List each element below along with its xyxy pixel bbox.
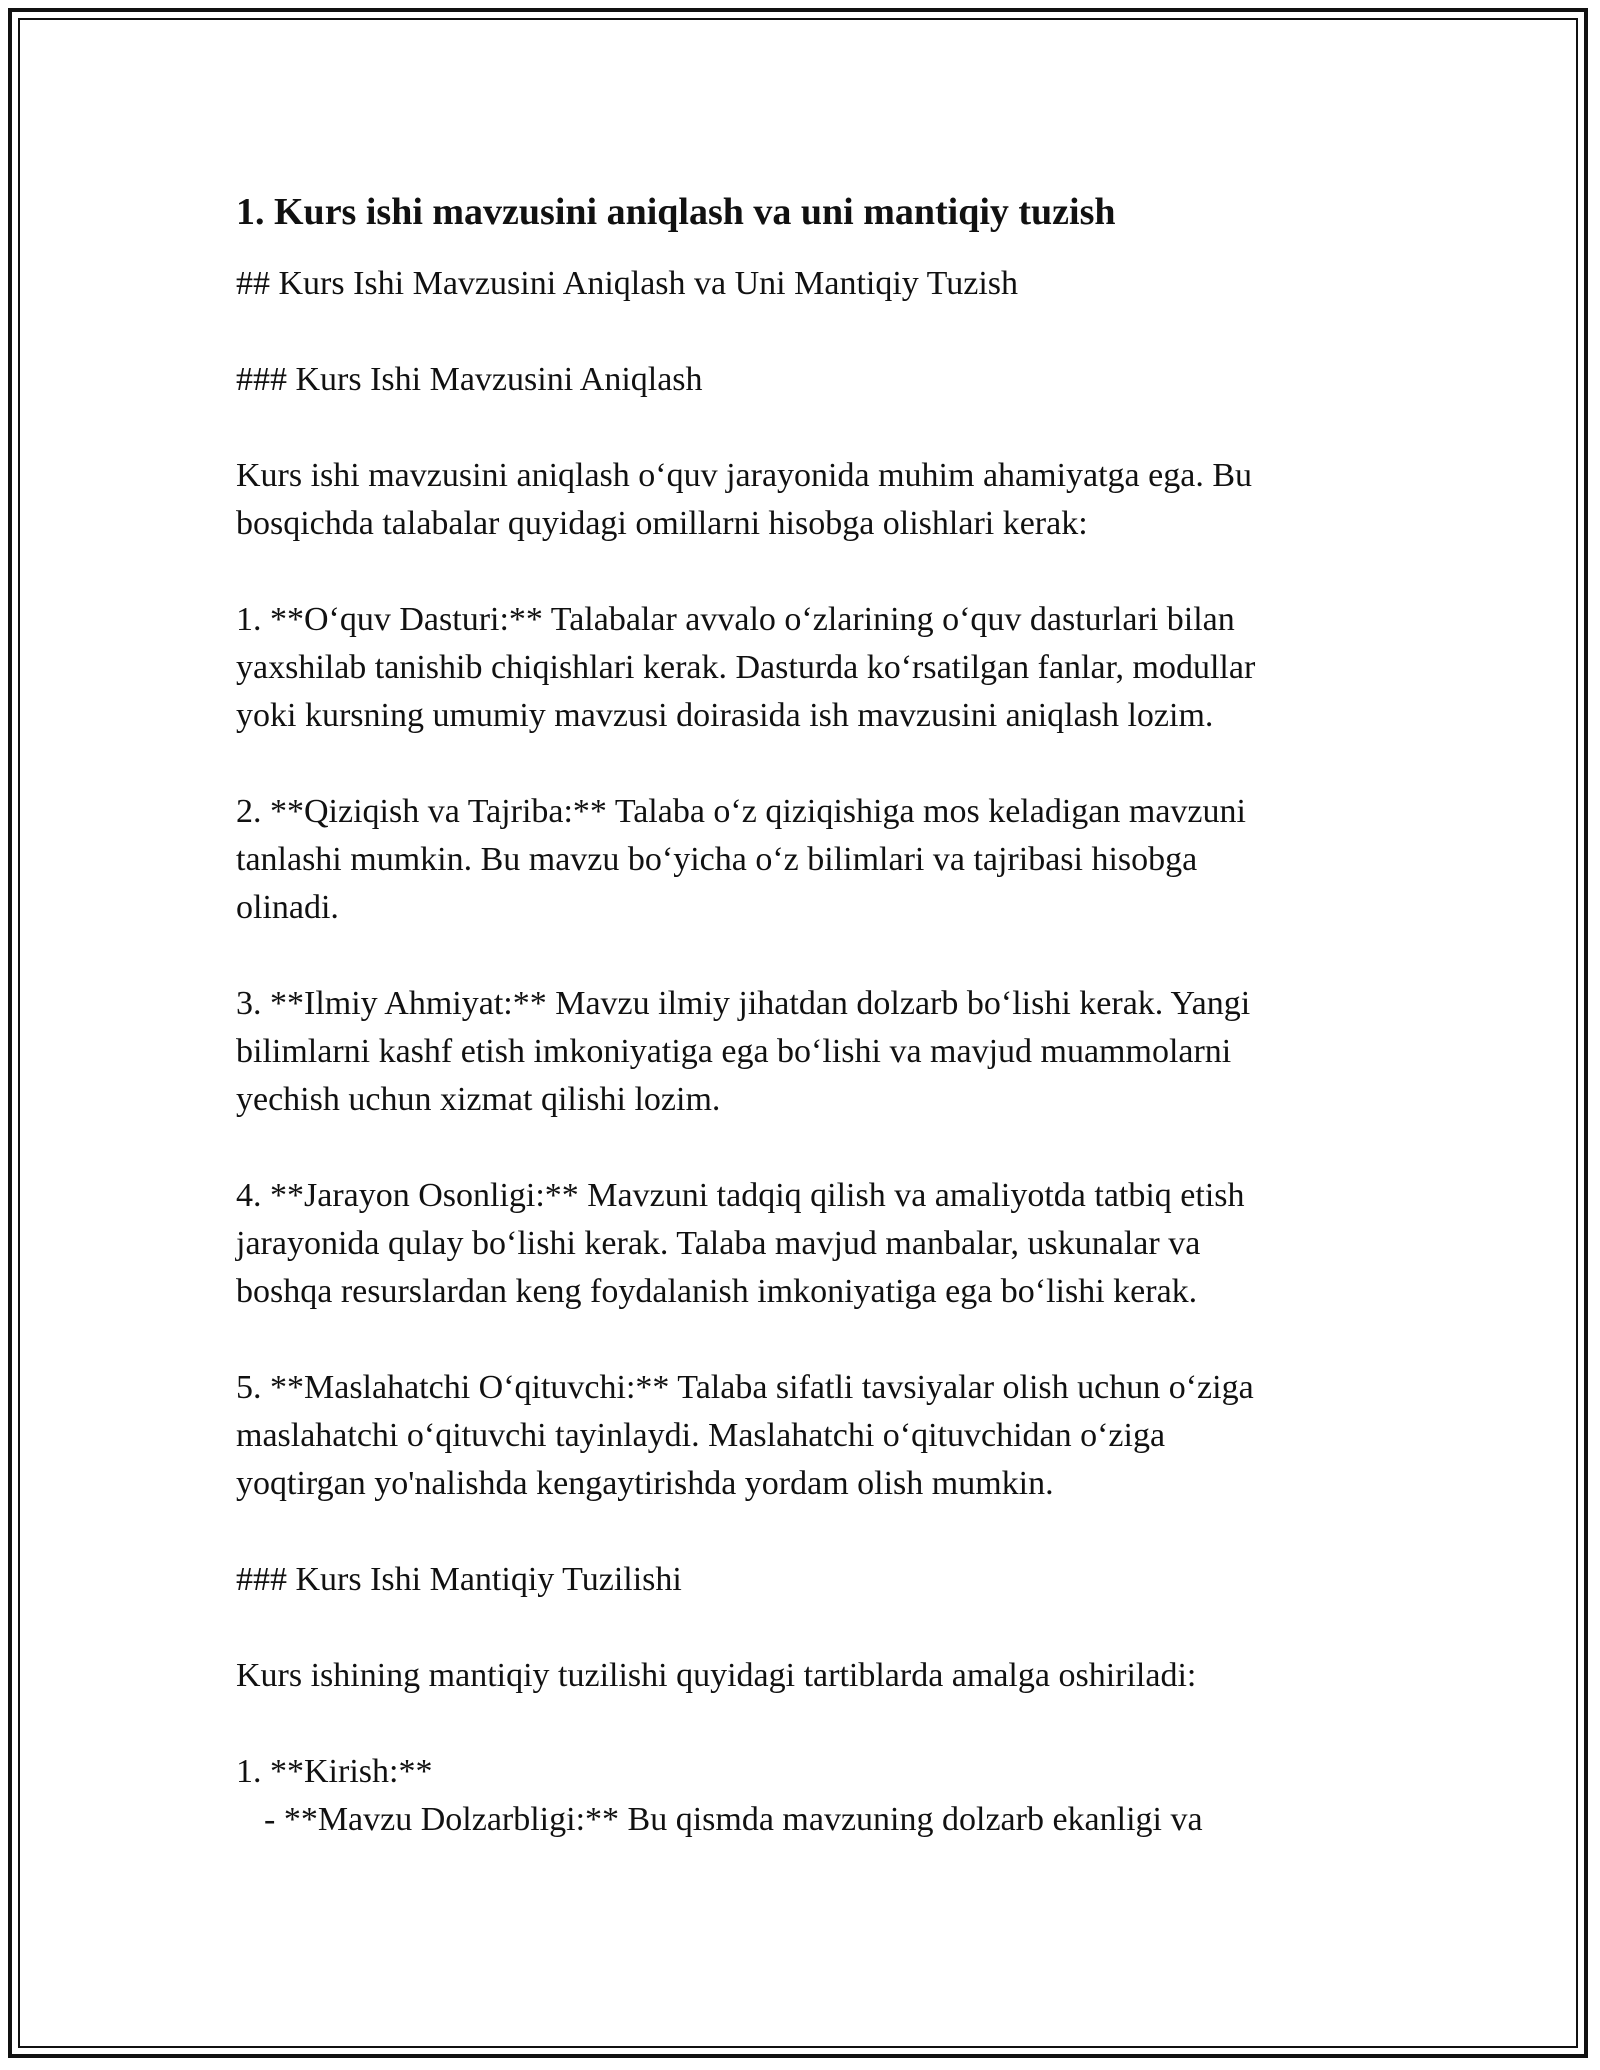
document-title: 1. Kurs ishi mavzusini aniqlash va uni mantiqiy tuzish — [236, 191, 1116, 233]
list-item-advisor — [236, 1364, 1366, 1508]
section-heading-h2: ## Kurs Ishi Mavzusini Aniqlash va Uni Mantiqiy Tuzish — [236, 265, 1019, 302]
paragraph-line: 4. **Jarayon Osonligi:** Mavzuni tadqiq qilish va amaliyotda tatbiq etish — [236, 1177, 1245, 1214]
paragraph-line: yoqtirgan yo'nalishda kengaytirishda yordam olish mumkin. — [236, 1465, 1054, 1502]
list-item-curriculum — [236, 596, 1366, 740]
paragraph-line: yaxshilab tanishib chiqishlari kerak. Dasturda ko‘rsatilgan fanlar, modullar — [236, 649, 1256, 686]
paragraph-line: maslahatchi o‘qituvchi tayinlaydi. Maslahatchi o‘qituvchidan o‘ziga — [236, 1417, 1166, 1454]
intro-paragraph — [236, 452, 1366, 548]
paragraph-line: yoki kursning umumiy mavzusi doirasida ish mavzusini aniqlash lozim. — [236, 697, 1214, 734]
document-body — [236, 186, 1366, 1844]
paragraph-line: 3. **Ilmiy Ahmiyat:** Mavzu ilmiy jihatdan dolzarb bo‘lishi kerak. Yangi — [236, 985, 1251, 1022]
paragraph-line: yechish uchun xizmat qilishi lozim. — [236, 1081, 721, 1118]
list-item-interest — [236, 788, 1366, 932]
subsection-heading-structure: ### Kurs Ishi Mantiqiy Tuzilishi — [236, 1561, 682, 1598]
paragraph-line: jarayonida qulay bo‘lishi kerak. Talaba mavjud manbalar, uskunalar va — [236, 1225, 1201, 1262]
list-item-scientific-importance — [236, 980, 1366, 1124]
paragraph-line: olinadi. — [236, 889, 339, 926]
subsection-heading-topic: ### Kurs Ishi Mavzusini Aniqlash — [236, 361, 703, 398]
list-item-process-ease — [236, 1172, 1366, 1316]
paragraph-line: tanlashi mumkin. Bu mavzu bo‘yicha o‘z bilimlari va tajribasi hisobga — [236, 841, 1198, 878]
paragraph-line: 5. **Maslahatchi O‘qituvchi:** Talaba sifatli tavsiyalar olish uchun o‘ziga — [236, 1369, 1254, 1406]
paragraph-line: bosqichda talabalar quyidagi omillarni hisobga olishlari kerak: — [236, 505, 1088, 542]
sub-list-item-relevance: - **Mavzu Dolzarbligi:** Bu qismda mavzuning dolzarb ekanligi va — [264, 1801, 1203, 1838]
list-item-introduction: 1. **Kirish:** — [236, 1753, 433, 1790]
paragraph-line: Kurs ishi mavzusini aniqlash o‘quv jarayonida muhim ahamiyatga ega. Bu — [236, 457, 1252, 494]
paragraph-line: boshqa resurslardan keng foydalanish imkoniyatiga ega bo‘lishi kerak. — [236, 1273, 1198, 1310]
structure-list — [236, 1748, 1366, 1844]
structure-intro: Kurs ishining mantiqiy tuzilishi quyidagi tartiblarda amalga oshiriladi: — [236, 1657, 1197, 1694]
paragraph-line: 1. **O‘quv Dasturi:** Talabalar avvalo o‘zlarining o‘quv dasturlari bilan — [236, 601, 1235, 638]
paragraph-line: bilimlarni kashf etish imkoniyatiga ega bo‘lishi va mavjud muammolarni — [236, 1033, 1232, 1070]
paragraph-line: 2. **Qiziqish va Tajriba:** Talaba o‘z qiziqishiga mos keladigan mavzuni — [236, 793, 1246, 830]
